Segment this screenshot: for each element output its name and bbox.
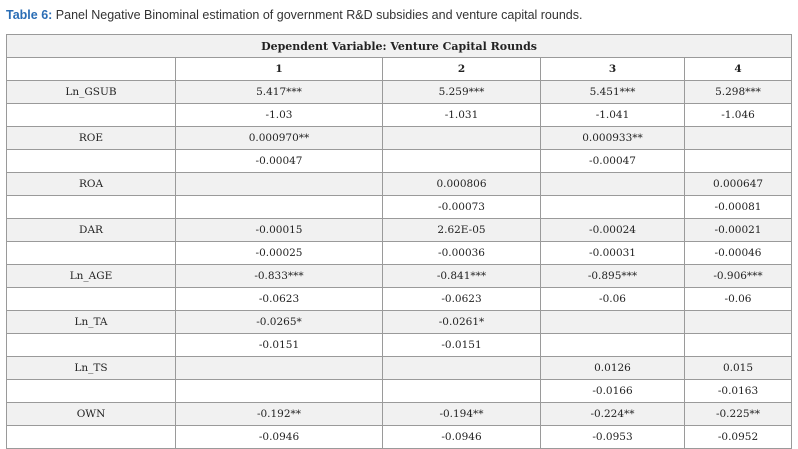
table-cell: -0.895*** (541, 265, 685, 288)
table-row (7, 104, 792, 127)
table-cell: -1.031 (383, 104, 541, 127)
table-cell: -0.0265* (176, 311, 383, 334)
table-cell (541, 173, 685, 196)
table-cell: -1.03 (176, 104, 383, 127)
column-header: 3 (541, 58, 685, 81)
table-cell (383, 357, 541, 380)
table-cell: -0.06 (541, 288, 685, 311)
table-cell (383, 127, 541, 150)
variable-label: Ln_TS (7, 357, 176, 380)
table-cell: -0.06 (685, 288, 792, 311)
table-row (7, 288, 792, 311)
table-cell: 0.0126 (541, 357, 685, 380)
table-cell: -0.0952 (685, 426, 792, 449)
table-cell: -0.00036 (383, 242, 541, 265)
table-cell: 0.000647 (685, 173, 792, 196)
variable-label (7, 104, 176, 127)
table-cell: -1.046 (685, 104, 792, 127)
table-cell (176, 173, 383, 196)
table-cell: -0.225** (685, 403, 792, 426)
table-cell: 0.000970** (176, 127, 383, 150)
table-cell (541, 311, 685, 334)
table-cell: -0.00031 (541, 242, 685, 265)
table-cell: -0.0151 (176, 334, 383, 357)
table-cell: -0.00046 (685, 242, 792, 265)
table-cell: -0.0946 (383, 426, 541, 449)
table-cell: -0.0163 (685, 380, 792, 403)
table-row (7, 81, 792, 104)
table-cell: 5.298*** (685, 81, 792, 104)
table-row (7, 403, 792, 426)
table-cell: -0.0623 (383, 288, 541, 311)
table-cell (176, 357, 383, 380)
table-cell: 2.62E-05 (383, 219, 541, 242)
table-cell (685, 334, 792, 357)
table-cell (383, 380, 541, 403)
table-cell: -0.00024 (541, 219, 685, 242)
table-cell: 0.015 (685, 357, 792, 380)
column-number-row (7, 58, 792, 81)
variable-label: Ln_AGE (7, 265, 176, 288)
table-row (7, 334, 792, 357)
table-cell: -0.00015 (176, 219, 383, 242)
variable-label: Ln_TA (7, 311, 176, 334)
variable-label: Ln_GSUB (7, 81, 176, 104)
table-cell: -0.0151 (383, 334, 541, 357)
table-cell: -0.194** (383, 403, 541, 426)
table-row (7, 150, 792, 173)
variable-label (7, 426, 176, 449)
variable-label: ROA (7, 173, 176, 196)
column-header-blank (7, 58, 176, 81)
table-caption-label: Table 6: (6, 8, 53, 22)
table-cell: 0.000933** (541, 127, 685, 150)
column-header: 1 (176, 58, 383, 81)
table-row (7, 311, 792, 334)
variable-label (7, 242, 176, 265)
table-cell: 5.417*** (176, 81, 383, 104)
table-cell: -0.906*** (685, 265, 792, 288)
table-caption (6, 6, 582, 24)
table-cell: -0.0953 (541, 426, 685, 449)
variable-label (7, 380, 176, 403)
column-header: 4 (685, 58, 792, 81)
variable-label (7, 288, 176, 311)
table-cell (541, 334, 685, 357)
table-cell: -0.0946 (176, 426, 383, 449)
table-row (7, 426, 792, 449)
table-cell: -0.0261* (383, 311, 541, 334)
column-header: 2 (383, 58, 541, 81)
table-cell: -0.00073 (383, 196, 541, 219)
variable-label: ROE (7, 127, 176, 150)
table-caption-text: Panel Negative Binominal estimation of government R&D subsidies and venture capital rounds. (52, 8, 583, 22)
table-cell (176, 380, 383, 403)
table-title-row (7, 35, 792, 58)
table-row (7, 196, 792, 219)
table-row (7, 173, 792, 196)
table-cell (685, 311, 792, 334)
table-cell: -0.00081 (685, 196, 792, 219)
table-cell: -0.0623 (176, 288, 383, 311)
table-cell: -1.041 (541, 104, 685, 127)
table-cell: -0.224** (541, 403, 685, 426)
table-cell: 0.000806 (383, 173, 541, 196)
variable-label (7, 334, 176, 357)
table-cell: -0.841*** (383, 265, 541, 288)
variable-label: OWN (7, 403, 176, 426)
table-cell: -0.00047 (541, 150, 685, 173)
table-row (7, 127, 792, 150)
table-cell: -0.00021 (685, 219, 792, 242)
table-cell: 5.451*** (541, 81, 685, 104)
table-row (7, 380, 792, 403)
table-row (7, 265, 792, 288)
table-cell: -0.833*** (176, 265, 383, 288)
table-cell (383, 150, 541, 173)
table-cell: -0.192** (176, 403, 383, 426)
table-cell: -0.00025 (176, 242, 383, 265)
table-row (7, 357, 792, 380)
dependent-variable-title: Dependent Variable: Venture Capital Rounds (7, 35, 792, 58)
table-cell (541, 196, 685, 219)
table-cell (685, 127, 792, 150)
table-cell: -0.00047 (176, 150, 383, 173)
regression-table (6, 34, 792, 449)
table-cell (685, 150, 792, 173)
table-row (7, 242, 792, 265)
table-cell: 5.259*** (383, 81, 541, 104)
table-row (7, 219, 792, 242)
table-cell: -0.0166 (541, 380, 685, 403)
table-cell (176, 196, 383, 219)
variable-label: DAR (7, 219, 176, 242)
variable-label (7, 196, 176, 219)
variable-label (7, 150, 176, 173)
